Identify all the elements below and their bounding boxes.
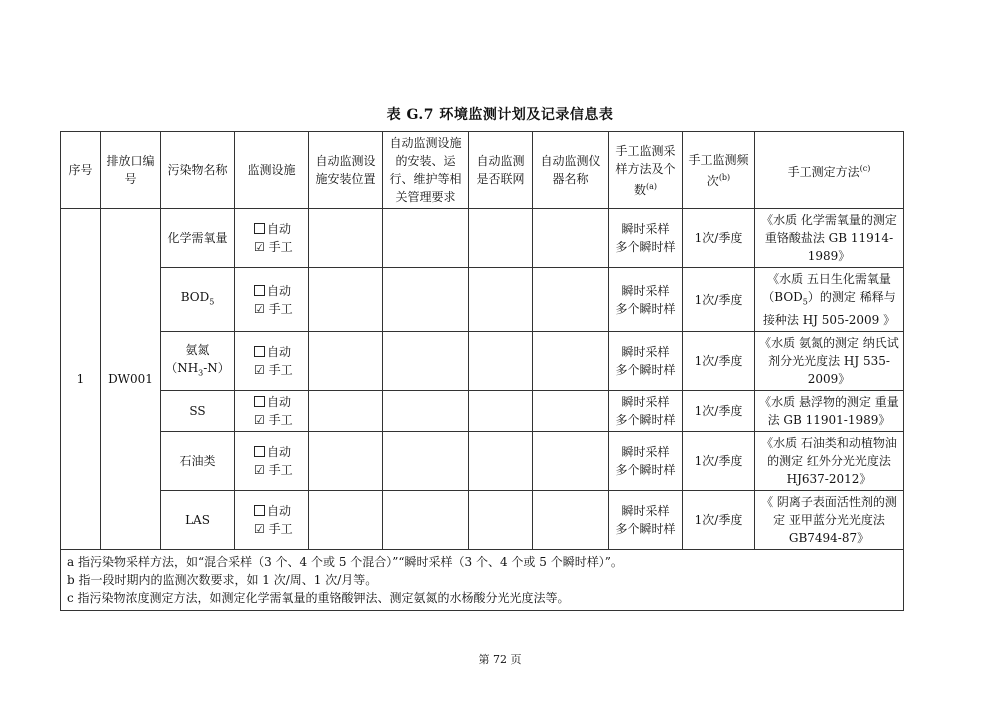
- table-row: [61, 209, 904, 268]
- empty-cell: [309, 332, 383, 391]
- notes-row: [61, 550, 904, 611]
- empty-cell: [469, 432, 533, 491]
- header-manual-test-label: 手工测定方法: [787, 164, 860, 179]
- checkbox-empty-icon: [254, 446, 265, 457]
- header-manual-method-label: 手工监测采样方法及个数: [615, 143, 676, 197]
- empty-cell: [469, 491, 533, 550]
- manual-option-label: 手工: [268, 463, 293, 478]
- empty-cell: [309, 432, 383, 491]
- empty-cell: [469, 332, 533, 391]
- table-row: [61, 391, 904, 432]
- monitoring-plan-table: [60, 131, 904, 611]
- auto-option-label: 自动: [267, 283, 292, 298]
- empty-cell: [383, 491, 469, 550]
- empty-cell: [383, 391, 469, 432]
- header-auto-network: 自动监测是否联网: [469, 132, 533, 209]
- auto-option: [238, 502, 305, 520]
- frequency-cell: 1次/季度: [683, 491, 755, 550]
- note-a: a 指污染物采样方法，如“混合采样（3 个、4 个或 5 个混合）”“瞬时采样（3 个、4 个或 5 个瞬时样）”。: [67, 555, 623, 570]
- sample-cell: [609, 391, 683, 432]
- checkbox-checked-icon: ☑: [254, 463, 265, 478]
- facility-cell: [235, 491, 309, 550]
- empty-cell: [533, 268, 609, 332]
- auto-option: [238, 282, 305, 300]
- header-auto-instrument: 自动监测仪器名称: [533, 132, 609, 209]
- frequency-cell: 1次/季度: [683, 268, 755, 332]
- auto-option-label: 自动: [267, 222, 292, 236]
- manual-option-label: 手工: [268, 413, 293, 428]
- test-method-cell: 《水质 悬浮物的测定 重量法 GB 11901-1989》: [755, 391, 904, 432]
- checkbox-empty-icon: [254, 346, 265, 357]
- manual-option-label: 手工: [268, 240, 293, 254]
- manual-option-label: 手工: [268, 522, 293, 537]
- checkbox-checked-icon: ☑: [254, 363, 265, 378]
- sample-method: 瞬时采样: [621, 445, 670, 460]
- pollutant-cell: LAS: [161, 491, 235, 550]
- empty-cell: [533, 332, 609, 391]
- sample-count: 多个瞬时样: [615, 363, 676, 378]
- empty-cell: [533, 209, 609, 268]
- pollutant-subscript: 5: [209, 297, 215, 307]
- sample-count: 多个瞬时样: [615, 522, 676, 537]
- table-row: [61, 332, 904, 391]
- test-method-cell: 《水质 石油类和动植物油的测定 红外分光光度法 HJ637-2012》: [755, 432, 904, 491]
- header-manual-method: [609, 132, 683, 209]
- pollutant-name: BOD: [180, 290, 210, 304]
- header-manual-frequency: [683, 132, 755, 209]
- header-row: [61, 132, 904, 209]
- auto-option: [238, 220, 305, 238]
- checkbox-checked-icon: ☑: [254, 522, 265, 537]
- sample-cell: [609, 432, 683, 491]
- auto-option-label: 自动: [267, 345, 292, 360]
- empty-cell: [469, 268, 533, 332]
- empty-cell: [533, 391, 609, 432]
- pollutant-name: 氨氮: [185, 342, 210, 357]
- facility-cell: [235, 268, 309, 332]
- pollutant-formula: （NH: [165, 360, 199, 375]
- checkbox-empty-icon: [254, 223, 265, 234]
- empty-cell: [309, 391, 383, 432]
- empty-cell: [469, 209, 533, 268]
- manual-option: [238, 361, 305, 379]
- table-title: 表 G.7 环境监测计划及记录信息表: [386, 107, 614, 123]
- auto-option-label: 自动: [267, 445, 292, 460]
- sample-cell: [609, 491, 683, 550]
- auto-option: [238, 343, 305, 361]
- page-number: 第 72 页: [478, 653, 522, 666]
- sample-method: 瞬时采样: [621, 222, 670, 236]
- frequency-cell: 1次/季度: [683, 332, 755, 391]
- empty-cell: [383, 268, 469, 332]
- empty-cell: [383, 209, 469, 268]
- sample-method: 瞬时采样: [621, 395, 670, 410]
- sample-count: 多个瞬时样: [615, 413, 676, 428]
- checkbox-checked-icon: ☑: [254, 240, 265, 254]
- table-row: [61, 491, 904, 550]
- auto-option-label: 自动: [267, 395, 292, 410]
- sample-count: 多个瞬时样: [615, 240, 676, 254]
- empty-cell: [469, 391, 533, 432]
- header-manual-frequency-label: 手工监测频次: [688, 152, 749, 188]
- footnote-a-mark: (a): [646, 181, 658, 191]
- header-facility: 监测设施: [235, 132, 309, 209]
- test-method-subscript: 5: [802, 297, 808, 307]
- facility-cell: [235, 432, 309, 491]
- checkbox-empty-icon: [254, 285, 265, 296]
- header-auto-requirements: 自动监测设施的安装、运行、维护等相关管理要求: [383, 132, 469, 209]
- header-seq: 序号: [61, 132, 101, 209]
- checkbox-checked-icon: ☑: [254, 301, 265, 316]
- empty-cell: [309, 268, 383, 332]
- facility-cell: [235, 209, 309, 268]
- empty-cell: [533, 432, 609, 491]
- facility-cell: [235, 332, 309, 391]
- empty-cell: [383, 432, 469, 491]
- test-method-cell: 《水质 化学需氧量的测定 重铬酸盐法 GB 11914-1989》: [755, 209, 904, 268]
- pollutant-cell: [161, 332, 235, 391]
- sample-cell: [609, 332, 683, 391]
- note-b: b 指一段时期内的监测次数要求，如 1 次/周、1 次/月等。: [67, 573, 378, 588]
- table-row: [61, 432, 904, 491]
- empty-cell: [383, 332, 469, 391]
- header-manual-test-method: [755, 132, 904, 209]
- notes-cell: [61, 550, 904, 611]
- header-pollutant: 污染物名称: [161, 132, 235, 209]
- manual-option-label: 手工: [268, 363, 293, 378]
- manual-option: [238, 461, 305, 479]
- pollutant-cell: 化学需氧量: [161, 209, 235, 268]
- checkbox-empty-icon: [254, 396, 265, 407]
- manual-option: [238, 520, 305, 538]
- test-method-cell: 《 阴离子表面活性剂的测定 亚甲蓝分光光度法 GB7494-87》: [755, 491, 904, 550]
- pollutant-cell: 石油类: [161, 432, 235, 491]
- test-method-text: 《水质 五日生化需氧量（BOD: [762, 272, 891, 304]
- frequency-cell: 1次/季度: [683, 432, 755, 491]
- auto-option: [238, 443, 305, 461]
- frequency-cell: 1次/季度: [683, 391, 755, 432]
- manual-option: [238, 411, 305, 429]
- checkbox-empty-icon: [254, 505, 265, 516]
- footnote-c-mark: (c): [859, 163, 871, 173]
- manual-option-label: 手工: [268, 301, 293, 316]
- test-method-text: ）的测定 稀释与接种法 HJ 505-2009 》: [762, 290, 896, 328]
- empty-cell: [309, 491, 383, 550]
- pollutant-cell: [161, 268, 235, 332]
- sample-cell: [609, 268, 683, 332]
- sample-method: 瞬时采样: [621, 283, 670, 298]
- footnote-b-mark: (b): [718, 172, 731, 182]
- auto-option-label: 自动: [267, 504, 292, 519]
- pollutant-formula: -N）: [203, 360, 230, 375]
- header-auto-position: 自动监测设施安装位置: [309, 132, 383, 209]
- header-outlet: 排放口编号: [101, 132, 161, 209]
- sample-method: 瞬时采样: [621, 504, 670, 519]
- checkbox-checked-icon: ☑: [254, 413, 265, 428]
- test-method-cell: 《水质 氨氮的测定 纳氏试剂分光光度法 HJ 535-2009》: [755, 332, 904, 391]
- manual-option: [238, 238, 305, 256]
- seq-cell: 1: [61, 209, 101, 550]
- pollutant-cell: SS: [161, 391, 235, 432]
- sample-cell: [609, 209, 683, 268]
- empty-cell: [309, 209, 383, 268]
- facility-cell: [235, 391, 309, 432]
- sample-count: 多个瞬时样: [615, 301, 676, 316]
- table-row: [61, 268, 904, 332]
- empty-cell: [533, 491, 609, 550]
- note-c: c 指污染物浓度测定方法，如测定化学需氧量的重铬酸钾法、测定氨氮的水杨酸分光光度法等。: [67, 591, 570, 606]
- sample-count: 多个瞬时样: [615, 463, 676, 478]
- sample-method: 瞬时采样: [621, 345, 670, 360]
- auto-option: [238, 393, 305, 411]
- frequency-cell: 1次/季度: [683, 209, 755, 268]
- manual-option: [238, 300, 305, 318]
- test-method-cell: [755, 268, 904, 332]
- pollutant-subscript: 3: [198, 368, 204, 378]
- outlet-cell: DW001: [101, 209, 161, 550]
